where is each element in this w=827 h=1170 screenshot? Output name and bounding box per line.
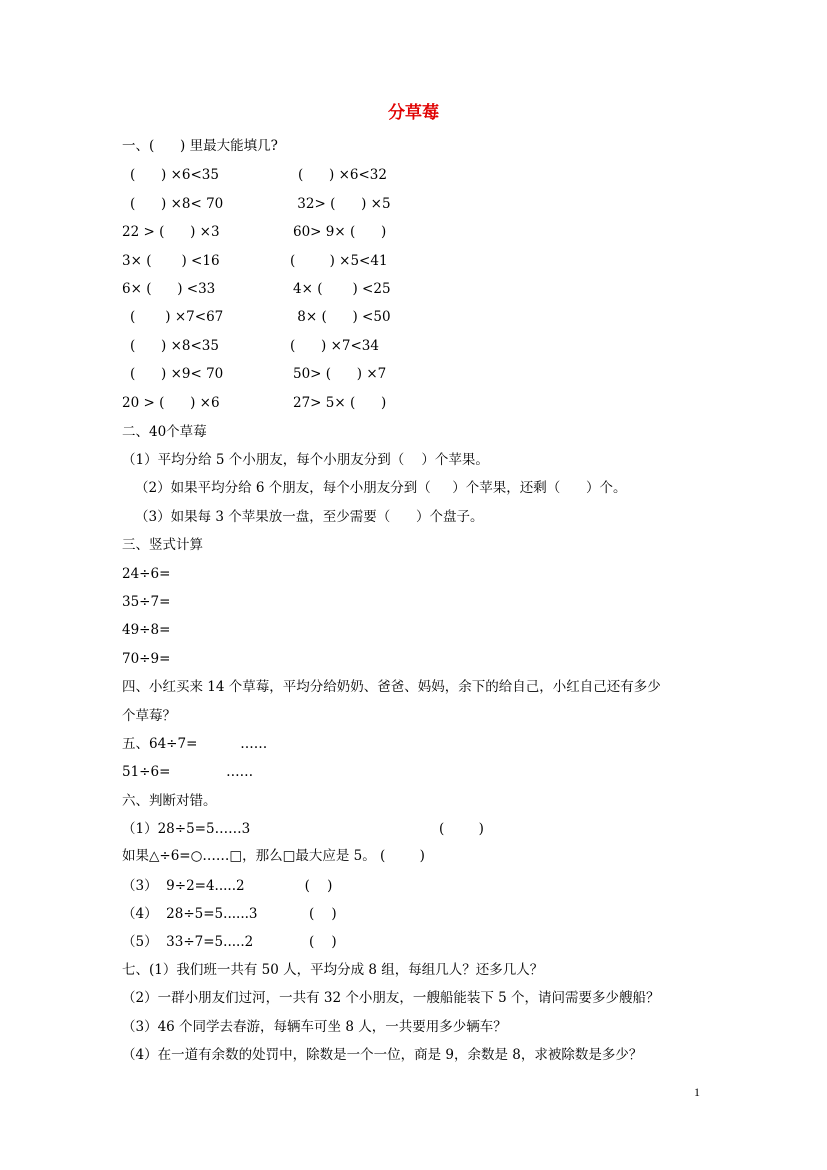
s3-item1: 24÷6= [122, 566, 171, 582]
s1-row7-left: ( ) ×8<35 [130, 338, 219, 354]
section2-heading: 二、40个草莓 [122, 424, 207, 440]
s2-item2: （2）如果平均分给 6 个朋友，每个小朋友分到（ ）个苹果，还剩（ ）个。 [135, 480, 627, 496]
s2-item1: （1）平均分给 5 个小朋友，每个小朋友分到（ ）个苹果。 [122, 452, 489, 468]
s3-item4: 70÷9= [122, 651, 171, 667]
s4-line2: 个草莓？ [122, 708, 176, 724]
s7-item3: （3）46 个同学去春游，每辆车可坐 8 人，一共要用多少辆车？ [122, 1019, 507, 1035]
s6-item4: （4） 28÷5=5......3 ( ) [122, 906, 337, 922]
s1-row1-left: ( ) ×6<35 [130, 167, 219, 183]
s5-item2: 51÷6= …… [122, 764, 254, 780]
s6-item2: 如果△÷6=○……□，那么□最大应是 5。 ( ) [122, 848, 425, 864]
s6-item1: （1）28÷5=5……3 ( ) [122, 821, 484, 837]
page-number: 1 [694, 1085, 700, 1099]
section1-heading: 一、( ) 里最大能填几? [122, 138, 278, 154]
s1-row9-left: 20 > ( ) ×6 [122, 395, 220, 411]
s1-row6-right: 8× ( ) <50 [293, 309, 391, 325]
s7-item2: （2）一群小朋友们过河，一共有 32 个小朋友，一艘船能装下 5 个，请问需要多少艘船？ [122, 990, 660, 1006]
s1-row7-right: ( ) ×7<34 [290, 338, 379, 354]
s1-row3-right: 60> 9× ( ) [293, 224, 387, 240]
s3-item2: 35÷7= [122, 594, 171, 610]
s3-item3: 49÷8= [122, 622, 171, 638]
s1-row2-right: 32> ( ) ×5 [293, 196, 391, 212]
s7-item4: （4）在一道有余数的处罚中，除数是一个一位，商是 9，余数是 8，求被除数是多少？ [122, 1047, 643, 1063]
s1-row3-left: 22 > ( ) ×3 [122, 224, 220, 240]
s7-item1: 七、(1）我们班一共有 50 人，平均分成 8 组，每组几人？还多几人？ [122, 962, 544, 978]
s1-row5-left: 6× ( ) <33 [122, 281, 216, 297]
s6-item5: （5） 33÷7=5.....2 ( ) [122, 934, 337, 950]
s1-row4-left: 3× ( ) <16 [122, 253, 220, 269]
s1-row8-right: 50> ( ) ×7 [293, 366, 387, 382]
section6-heading: 六、判断对错。 [122, 793, 217, 809]
s1-row1-right: ( ) ×6<32 [298, 167, 387, 183]
s1-row8-left: ( ) ×9< 70 [130, 366, 224, 382]
s1-row9-right: 27> 5× ( ) [293, 395, 387, 411]
section3-heading: 三、竖式计算 [122, 537, 203, 553]
page-title: 分草莓 [388, 103, 439, 123]
s1-row2-left: ( ) ×8< 70 [130, 196, 224, 212]
s1-row5-right: 4× ( ) <25 [293, 281, 391, 297]
s5-item1: 五、64÷7= …… [122, 736, 268, 752]
s4-line1: 四、小红买来 14 个草莓，平均分给奶奶、爸爸、妈妈，余下的给自己，小红自己还有多少 [122, 679, 661, 695]
s1-row4-right: ( ) ×5<41 [290, 253, 388, 269]
s6-item3: （3） 9÷2=4.....2 ( ) [122, 878, 333, 894]
s1-row6-left: ( ) ×7<67 [130, 309, 224, 325]
s2-item3: （3）如果每 3 个苹果放一盘，至少需要（ ）个盘子。 [135, 509, 484, 525]
